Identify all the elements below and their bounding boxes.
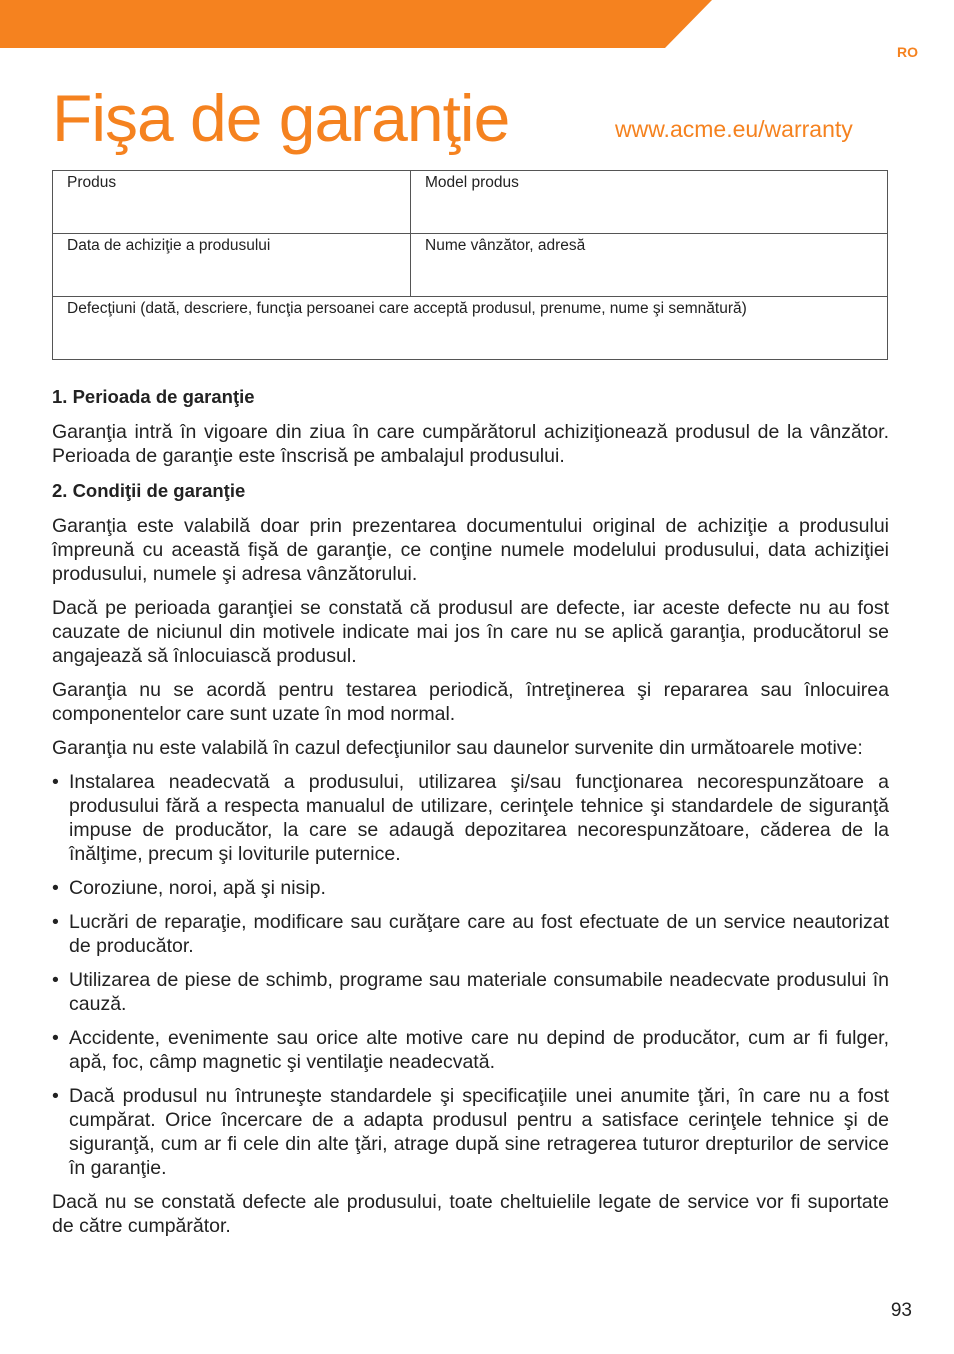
model-field[interactable]: Model produs <box>411 171 888 234</box>
exclusion-item: • Coroziune, noroi, apă şi nisip. <box>52 876 889 900</box>
section-2-paragraph-4: Garanţia nu este valabilă în cazul defecţiunilor sau daunelor survenite din următoarele motive: <box>52 737 863 759</box>
warranty-form-table <box>52 170 888 360</box>
exclusion-item: • Lucrări de reparaţie, modificare sau curăţare care au fost efectuate de un service neautorizat de producător. <box>52 910 889 958</box>
warranty-url: www.acme.eu/warranty <box>615 116 853 142</box>
exclusion-item: • Accidente, evenimente sau orice alte motive care nu depind de producător, cum ar fi fulger, apă, foc, câmp magnetic şi ventilaţie neadecvată. <box>52 1026 889 1074</box>
section-2-paragraph-3: Garanţia nu se acordă pentru testarea periodică, întreţinerea şi repararea sau înlocuirea componentelor care sunt uzate în mod normal. <box>52 679 889 725</box>
page-number: 93 <box>890 1300 912 1321</box>
seller-field[interactable]: Nume vânzător, adresă <box>411 234 888 297</box>
exclusions-list <box>52 770 889 1180</box>
section-2-title: 2. Condiţii de garanţie <box>52 480 246 501</box>
section-1-paragraph: Garanţia intră în vigoare din ziua în care cumpărătorul achiziţionează produsul de la vânzător. Perioada de garanţie este înscrisă pe ambalajul produsului. <box>52 421 889 467</box>
section-2-paragraph-2: Dacă pe perioada garanţiei se constată că produsul are defecte, iar aceste defecte nu au fost cauzate de niciunul din motivele indicate mai jos în care nu se aplică garanţia, producătorul se angajează să înlocuiască produsul. <box>52 597 889 667</box>
orange-header-band <box>0 0 954 50</box>
section-2-paragraph-1: Garanţia este valabilă doar prin prezentarea documentului original de achiziţie a produsului împreună cu această fişă de garanţie, ce conţine numele modelului produsului, data achiziţiei produsului, numele şi adresa vânzătorului. <box>52 515 889 585</box>
product-field[interactable]: Produs <box>53 171 411 234</box>
defects-field[interactable]: Defecţiuni (dată, descriere, funcţia persoanei care acceptă produsul, prenume, nume şi semnătură) <box>53 297 888 360</box>
language-code: RO <box>897 44 918 60</box>
page-title: Fişa de garanţie <box>52 81 510 155</box>
purchase-date-field[interactable]: Data de achiziţie a produsului <box>53 234 411 297</box>
warranty-content <box>52 384 889 1248</box>
exclusion-item: • Utilizarea de piese de schimb, programe sau materiale consumabile neadecvate produsului în cauză. <box>52 968 889 1016</box>
section-1-title: 1. Perioada de garanţie <box>52 386 255 407</box>
closing-paragraph: Dacă nu se constată defecte ale produsului, toate cheltuielile legate de service vor fi suportate de către cumpărător. <box>52 1191 889 1237</box>
exclusion-item: • Dacă produsul nu întruneşte standardele şi specificaţiile unei anumite ţări, în care nu a fost cumpărat. Orice încercare de a adapta produsul pentru a satisface cerinţele tehnice şi de siguranţă, cum ar fi cele din alte ţări, atrage după sine retragerea tuturor drepturilor de service în garanţie. <box>52 1084 889 1180</box>
exclusion-item: • Instalarea neadecvată a produsului, utilizarea şi/sau funcţionarea necorespunzătoare a produsului fără a respecta manualul de utilizare, cerinţele tehnice şi standardele de siguranţă impuse de producător, la care se adaugă depozitarea necorespunzătoare, căderea de la înălţime, precum şi loviturile puternice. <box>52 770 889 866</box>
